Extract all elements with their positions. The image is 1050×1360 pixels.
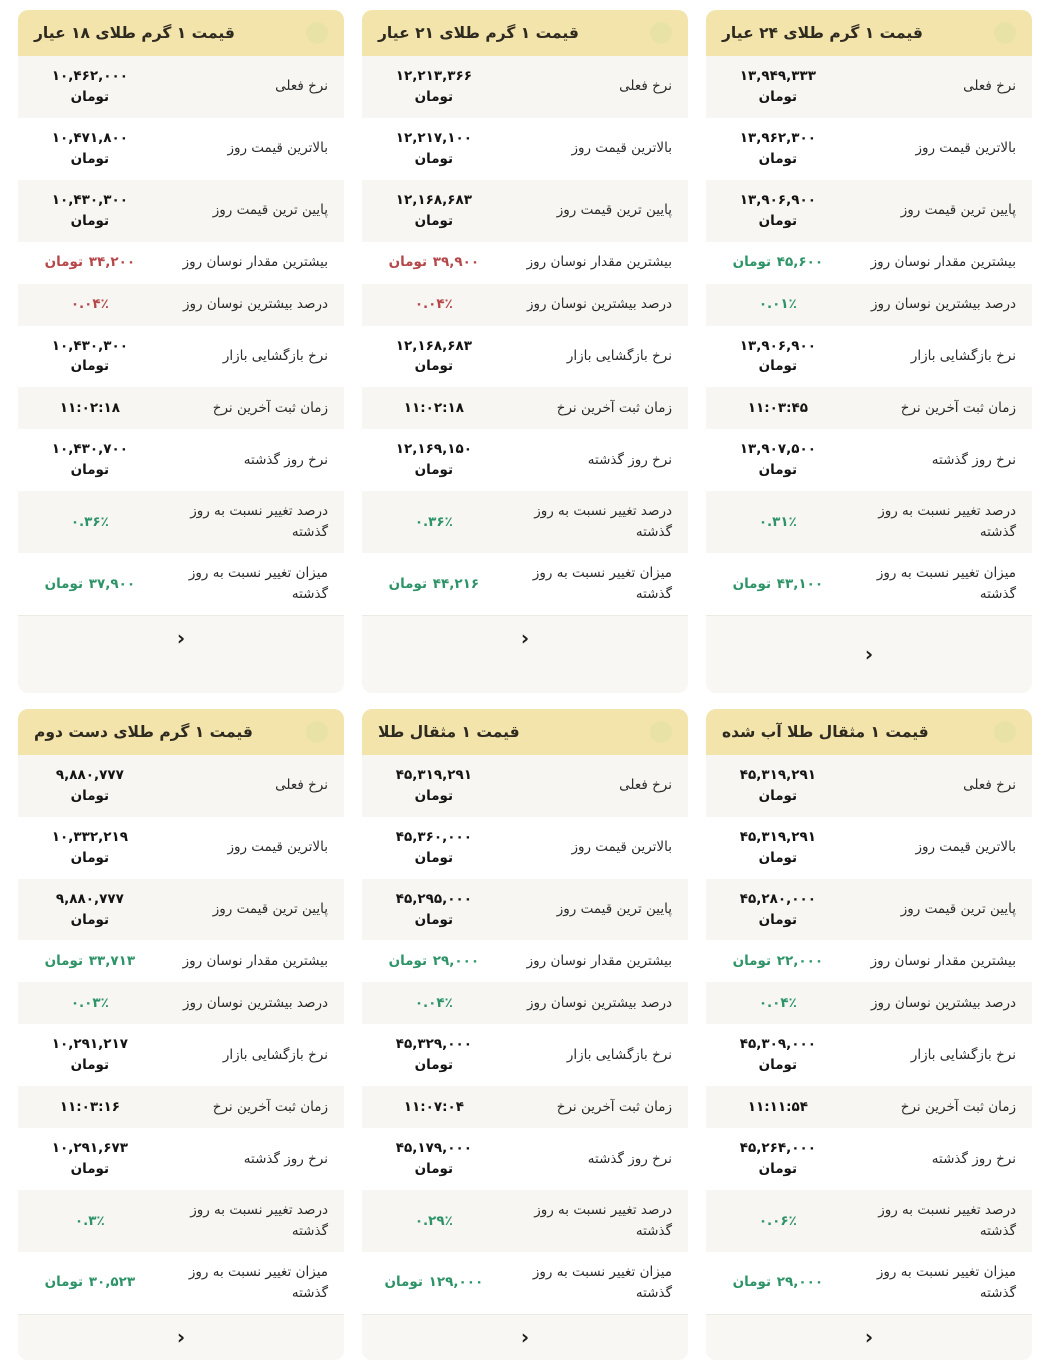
price-row-value: ۱۰,۴۶۲,۰۰۰ تومان [51,68,128,105]
price-row [362,1190,688,1252]
price-row [18,553,344,615]
price-row-label: نرخ بازگشایی بازار [910,1046,1016,1063]
price-row [706,1128,1032,1190]
price-row-label: درصد بیشترین نوسان روز [526,296,672,313]
price-row-label: بیشترین مقدار نوسان روز [526,952,672,969]
price-row [706,429,1032,491]
price-row [706,940,1032,982]
price-row-label: بالاترین قیمت روز [915,839,1016,856]
price-row [18,1252,344,1314]
price-row-value: ۴۵,۳۱۹,۲۹۱ تومان [739,766,816,804]
price-row-value: ۲۹,۰۰۰ تومان [732,1274,824,1291]
price-row-label: نرخ روز گذشته [243,1150,328,1167]
price-card-title: قیمت ۱ گرم طلای ۲۱ عیار [378,24,579,42]
price-row-label: نرخ بازگشایی بازار [222,347,328,364]
price-row [362,56,688,118]
price-row-label: درصد بیشترین نوسان روز [526,994,672,1011]
price-card-footer [362,1314,688,1360]
price-row [18,118,344,180]
price-row-value: ۱۱:۰۲:۱۸ [59,399,120,416]
price-row-value: ۱۱:۰۳:۱۶ [59,1098,120,1115]
price-row [362,1252,688,1314]
price-row [706,1024,1032,1086]
price-row-value: ۰.۰۶٪ [758,1212,797,1229]
price-row-label: درصد بیشترین نوسان روز [182,296,328,313]
chevron-left-icon[interactable]: ‹ [176,626,186,651]
price-row-label: زمان ثبت آخرین نرخ [900,399,1016,416]
price-row-label: میزان تغییر نسبت به روز گذشته [188,565,328,602]
price-row [362,553,688,615]
price-row [706,553,1032,615]
price-card-title: قیمت ۱ مثقال طلا [378,722,520,741]
price-row-label: درصد تغییر نسبت به روز گذشته [190,1202,328,1240]
status-dot-icon [306,721,328,743]
price-row [362,284,688,326]
price-row-value: ۰.۰۳٪ [70,994,109,1011]
price-row [362,429,688,491]
price-row-value: ۱۳,۹۴۹,۳۳۳ تومان [739,68,816,105]
price-row [18,755,344,817]
price-row-label: زمان ثبت آخرین نرخ [556,399,672,416]
price-row-value: ۱۳,۹۰۶,۹۰۰ تومان [739,191,816,229]
price-row [362,879,688,941]
price-row [706,879,1032,941]
price-row-label: درصد بیشترین نوسان روز [870,994,1016,1011]
price-row-value: ۹,۸۸۰,۷۷۷ تومان [55,766,124,804]
price-row-value: ۱۱:۱۱:۵۴ [747,1098,808,1115]
price-row-label: میزان تغییر نسبت به روز گذشته [188,1263,328,1301]
price-row-value: ۱۳,۹۰۷,۵۰۰ تومان [739,441,816,479]
price-row [706,284,1032,326]
price-row-label: نرخ روز گذشته [931,1150,1016,1167]
price-row-value: ۳۴,۲۰۰ تومان [44,254,136,271]
price-row [706,755,1032,817]
price-row-value: ۰.۲۹٪ [414,1212,453,1229]
price-row [706,242,1032,284]
price-row-value: ۱۰,۲۹۱,۲۱۷ تومان [51,1036,128,1074]
price-row [706,56,1032,118]
price-row-value: ۱۳,۹۰۶,۹۰۰ تومان [739,337,816,375]
price-row-value: ۱۳,۹۶۲,۳۰۰ تومان [739,129,816,167]
price-row [362,118,688,180]
price-row-label: میزان تغییر نسبت به روز گذشته [532,1263,672,1301]
price-row-label: میزان تغییر نسبت به روز گذشته [532,565,672,602]
price-row [362,1024,688,1086]
price-row [706,1252,1032,1314]
price-row-label: نرخ بازگشایی بازار [566,347,672,364]
price-row-value: ۳۹,۹۰۰ تومان [388,254,480,271]
price-row-label: زمان ثبت آخرین نرخ [212,399,328,416]
price-row-value: ۴۵,۳۶۰,۰۰۰ تومان [395,828,472,866]
price-row-label: پایین ترین قیمت روز [900,202,1016,219]
price-row [18,982,344,1024]
price-card [18,10,344,693]
price-row [362,982,688,1024]
price-row-label: پایین ترین قیمت روز [212,202,328,219]
price-row-value: ۱۰,۲۹۱,۶۷۳ تومان [51,1140,128,1178]
price-row-label: نرخ فعلی [963,78,1016,95]
status-dot-icon [650,22,672,44]
price-row-label: نرخ روز گذشته [587,1150,672,1167]
price-row-label: نرخ روز گذشته [587,451,672,468]
price-row-value: ۱۱:۰۲:۱۸ [403,399,464,416]
price-row-label: زمان ثبت آخرین نرخ [900,1098,1016,1115]
price-row-label: بالاترین قیمت روز [571,839,672,856]
price-card-header [18,709,344,755]
price-row-value: ۱۰,۴۳۰,۳۰۰ تومان [51,337,128,375]
price-row-label: درصد بیشترین نوسان روز [870,296,1016,313]
price-row [18,1086,344,1128]
price-row-label: نرخ بازگشایی بازار [222,1046,328,1063]
price-row-label: پایین ترین قیمت روز [556,202,672,219]
price-row [362,387,688,429]
price-row-label: بالاترین قیمت روز [227,839,328,856]
price-row [362,1128,688,1190]
price-row-label: بیشترین مقدار نوسان روز [182,254,328,271]
price-row-label: زمان ثبت آخرین نرخ [212,1098,328,1115]
price-row-label: درصد تغییر نسبت به روز گذشته [878,1202,1016,1240]
chevron-left-icon[interactable]: ‹ [864,1325,874,1350]
price-row [18,242,344,284]
price-row-value: ۰.۰۴٪ [414,994,453,1011]
price-row-value: ۲۲,۰۰۰ تومان [732,952,824,969]
status-dot-icon [306,22,328,44]
price-row [18,1128,344,1190]
price-row-label: نرخ فعلی [963,777,1016,794]
status-dot-icon [994,721,1016,743]
price-row-label: پایین ترین قیمت روز [900,901,1016,918]
price-row-value: ۰.۰۴٪ [758,994,797,1011]
price-row-value: ۱۰,۳۳۲,۲۱۹ تومان [51,828,128,866]
price-card [362,10,688,693]
price-row-value: ۴۵,۱۷۹,۰۰۰ تومان [395,1140,472,1178]
price-row [706,180,1032,242]
price-row-label: زمان ثبت آخرین نرخ [556,1098,672,1115]
price-card-rows [362,755,688,1314]
price-row [706,326,1032,388]
price-row-label: درصد تغییر نسبت به روز گذشته [534,1202,672,1240]
price-row [18,429,344,491]
price-row-value: ۴۵,۲۶۴,۰۰۰ تومان [739,1140,816,1178]
price-row-label: نرخ بازگشایی بازار [566,1046,672,1063]
price-row-value: ۰.۰۴٪ [70,296,109,313]
price-row-value: ۴۵,۲۸۰,۰۰۰ تومان [739,890,816,928]
price-row [706,118,1032,180]
price-row [18,56,344,118]
price-card [18,709,344,1360]
price-row-label: نرخ فعلی [275,777,328,794]
chevron-left-icon[interactable]: ‹ [520,1325,530,1350]
price-row [18,326,344,388]
price-card-rows [706,755,1032,1314]
price-row-label: درصد تغییر نسبت به روز گذشته [534,503,672,541]
price-row-value: ۴۴,۲۱۶ تومان [388,575,480,592]
price-row-label: بالاترین قیمت روز [571,140,672,157]
price-row [706,1190,1032,1252]
price-row-label: پایین ترین قیمت روز [556,901,672,918]
price-row-label: بیشترین مقدار نوسان روز [870,952,1016,969]
price-card [362,709,688,1360]
price-row [18,387,344,429]
price-row [18,879,344,941]
price-row [18,817,344,879]
chevron-left-icon[interactable]: ‹ [176,1325,186,1350]
price-row [362,180,688,242]
price-row-label: درصد تغییر نسبت به روز گذشته [878,503,1016,541]
price-row-label: بیشترین مقدار نوسان روز [870,254,1016,271]
price-card-title: قیمت ۱ گرم طلای دست دوم [34,722,253,741]
price-row-value: ۱۰,۴۳۰,۳۰۰ تومان [51,191,128,229]
price-row [706,387,1032,429]
price-card-header [362,709,688,755]
price-row-label: میزان تغییر نسبت به روز گذشته [876,1263,1016,1301]
status-dot-icon [650,721,672,743]
price-row-label: نرخ روز گذشته [931,451,1016,468]
price-row-value: ۳۰,۵۲۳ تومان [44,1274,136,1291]
price-card-header [706,10,1032,56]
price-row-label: نرخ روز گذشته [243,451,328,468]
price-row-value: ۰.۳۶٪ [70,513,109,530]
price-row [362,491,688,553]
price-row-value: ۴۵,۳۰۹,۰۰۰ تومان [739,1036,816,1074]
price-row-value: ۱۲,۱۶۸,۶۸۳ تومان [395,337,472,375]
price-row [18,491,344,553]
price-row [18,284,344,326]
price-row-label: بیشترین مقدار نوسان روز [182,952,328,969]
status-dot-icon [994,22,1016,44]
price-row-value: ۱۰,۴۷۱,۸۰۰ تومان [51,129,128,167]
price-row-label: بالاترین قیمت روز [227,140,328,157]
price-row-value: ۱۱:۰۳:۴۵ [747,399,808,416]
price-row [362,940,688,982]
price-card-header [18,10,344,56]
price-row-label: درصد بیشترین نوسان روز [182,994,328,1011]
price-row-label: نرخ فعلی [275,78,328,95]
price-row-label: درصد تغییر نسبت به روز گذشته [190,503,328,541]
price-row [362,1086,688,1128]
chevron-left-icon[interactable]: ‹ [864,642,874,667]
price-row-value: ۰.۳٪ [74,1212,105,1229]
price-row [706,1086,1032,1128]
price-row-value: ۴۵,۶۰۰ تومان [732,254,824,271]
price-row-value: ۱۲۹,۰۰۰ تومان [384,1274,484,1291]
price-row [362,817,688,879]
price-card-header [706,709,1032,755]
price-row-value: ۳۳,۷۱۳ تومان [44,952,136,969]
price-row-value: ۴۵,۳۲۹,۰۰۰ تومان [395,1036,472,1074]
price-row [706,982,1032,1024]
price-card-rows [18,755,344,1314]
price-row-value: ۲۹,۰۰۰ تومان [388,952,480,969]
chevron-left-icon[interactable]: ‹ [520,626,530,651]
price-row-label: نرخ فعلی [619,78,672,95]
price-card-title: قیمت ۱ مثقال طلا آب شده [722,722,929,741]
price-row-value: ۱۱:۰۷:۰۴ [403,1098,464,1115]
price-card-rows [706,56,1032,615]
price-card-title: قیمت ۱ گرم طلای ۱۸ عیار [34,24,235,42]
price-card-rows [18,56,344,615]
price-row-value: ۰.۰۴٪ [414,296,453,313]
price-row-value: ۴۵,۳۱۹,۲۹۱ تومان [395,766,472,804]
price-card [706,10,1032,693]
price-row [706,491,1032,553]
price-row-label: بیشترین مقدار نوسان روز [526,254,672,271]
price-card-header [362,10,688,56]
price-row-label: نرخ بازگشایی بازار [910,347,1016,364]
price-card-footer [706,615,1032,693]
price-row [18,1024,344,1086]
price-row-value: ۱۲,۲۱۷,۱۰۰ تومان [395,129,472,167]
price-row-value: ۱۲,۱۶۹,۱۵۰ تومان [395,441,472,479]
price-row [18,180,344,242]
price-card-footer [362,615,688,661]
price-row-label: بالاترین قیمت روز [915,140,1016,157]
price-row [18,940,344,982]
price-row [362,326,688,388]
price-row-value: ۴۵,۳۱۹,۲۹۱ تومان [739,828,816,866]
price-card-footer [18,1314,344,1360]
price-card-footer [706,1314,1032,1360]
price-row-value: ۱۰,۴۳۰,۷۰۰ تومان [51,441,128,479]
price-row [706,817,1032,879]
price-row [362,755,688,817]
price-row-label: پایین ترین قیمت روز [212,901,328,918]
price-row-value: ۰.۰۱٪ [758,296,797,313]
price-row-value: ۰.۳۶٪ [414,513,453,530]
price-row-label: نرخ فعلی [619,777,672,794]
price-row-value: ۴۵,۲۹۵,۰۰۰ تومان [395,890,472,928]
price-cards-grid [18,10,1032,1360]
price-row-label: میزان تغییر نسبت به روز گذشته [876,565,1016,602]
price-card-title: قیمت ۱ گرم طلای ۲۴ عیار [722,24,923,42]
price-row [362,242,688,284]
price-card-footer [18,615,344,661]
price-card-rows [362,56,688,615]
price-card [706,709,1032,1360]
price-row [18,1190,344,1252]
price-row-value: ۴۳,۱۰۰ تومان [732,575,824,592]
price-row-value: ۳۷,۹۰۰ تومان [44,575,136,592]
price-row-value: ۱۲,۱۶۸,۶۸۳ تومان [395,191,472,229]
price-row-value: ۱۲,۲۱۳,۳۶۶ تومان [395,68,472,105]
price-row-value: ۹,۸۸۰,۷۷۷ تومان [55,890,124,928]
price-row-value: ۰.۳۱٪ [758,513,797,530]
